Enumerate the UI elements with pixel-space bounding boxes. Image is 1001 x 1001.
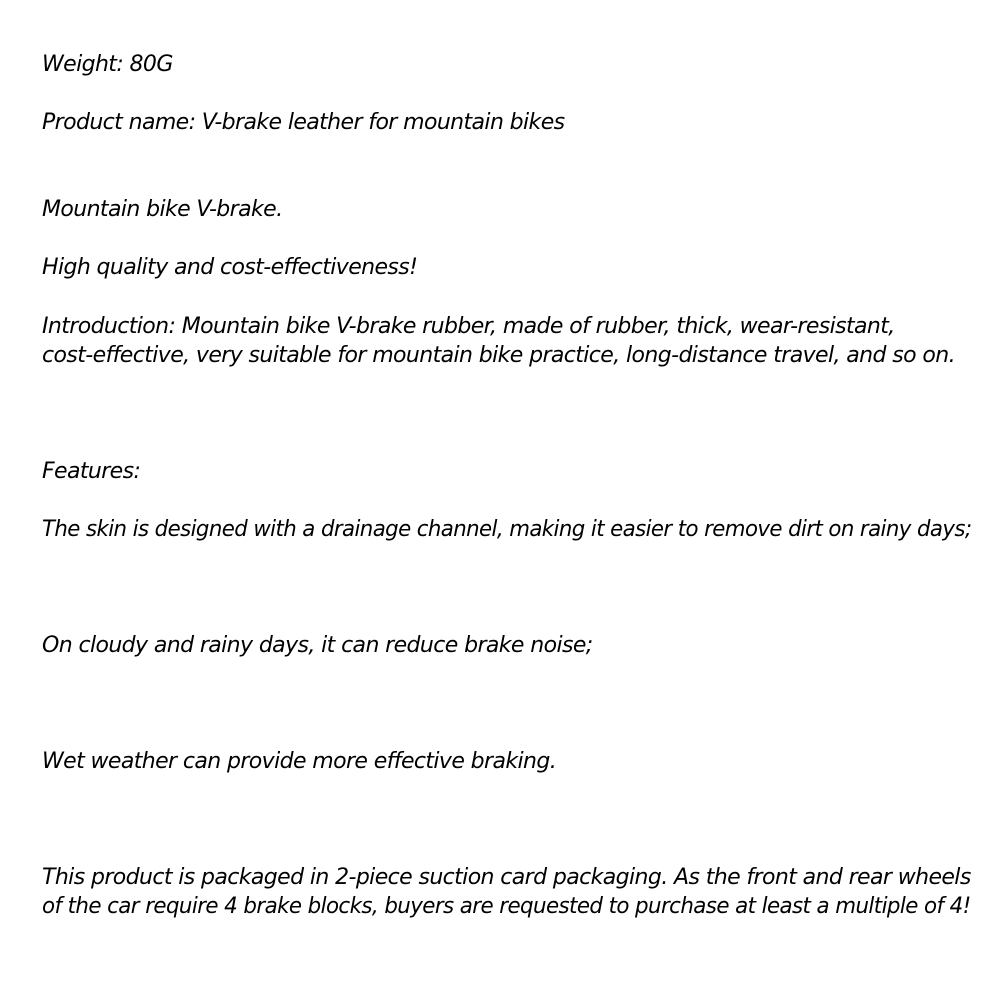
introduction-line-2: cost-effective, very suitable for mountain bike practice, long-distance travel, and so on. [42, 343, 955, 368]
feature-drainage-channel: The skin is designed with a drainage channel, making it easier to remove dirt on rainy days; [42, 517, 972, 542]
packaging-note-line-1: This product is packaged in 2-piece suction card packaging. As the front and rear wheels [42, 865, 971, 890]
feature-wet-braking: Wet weather can provide more effective braking. [42, 749, 557, 774]
weight-text: Weight: 80G [42, 52, 173, 77]
product-name-text: Product name: V-brake leather for mountain bikes [42, 110, 565, 135]
introduction-line-1: Introduction: Mountain bike V-brake rubber, made of rubber, thick, wear-resistant, [42, 314, 895, 339]
packaging-note-paragraph [42, 863, 999, 921]
tagline-quality: High quality and cost-effectiveness! [42, 255, 418, 280]
features-heading: Features: [42, 459, 141, 484]
feature-reduce-noise: On cloudy and rainy days, it can reduce brake noise; [42, 633, 593, 658]
packaging-note-line-2: of the car require 4 brake blocks, buyers are requested to purchase at least a multiple of 4! [42, 894, 971, 919]
introduction-paragraph [42, 312, 955, 370]
tagline-mountain-bike: Mountain bike V-brake. [42, 197, 283, 222]
